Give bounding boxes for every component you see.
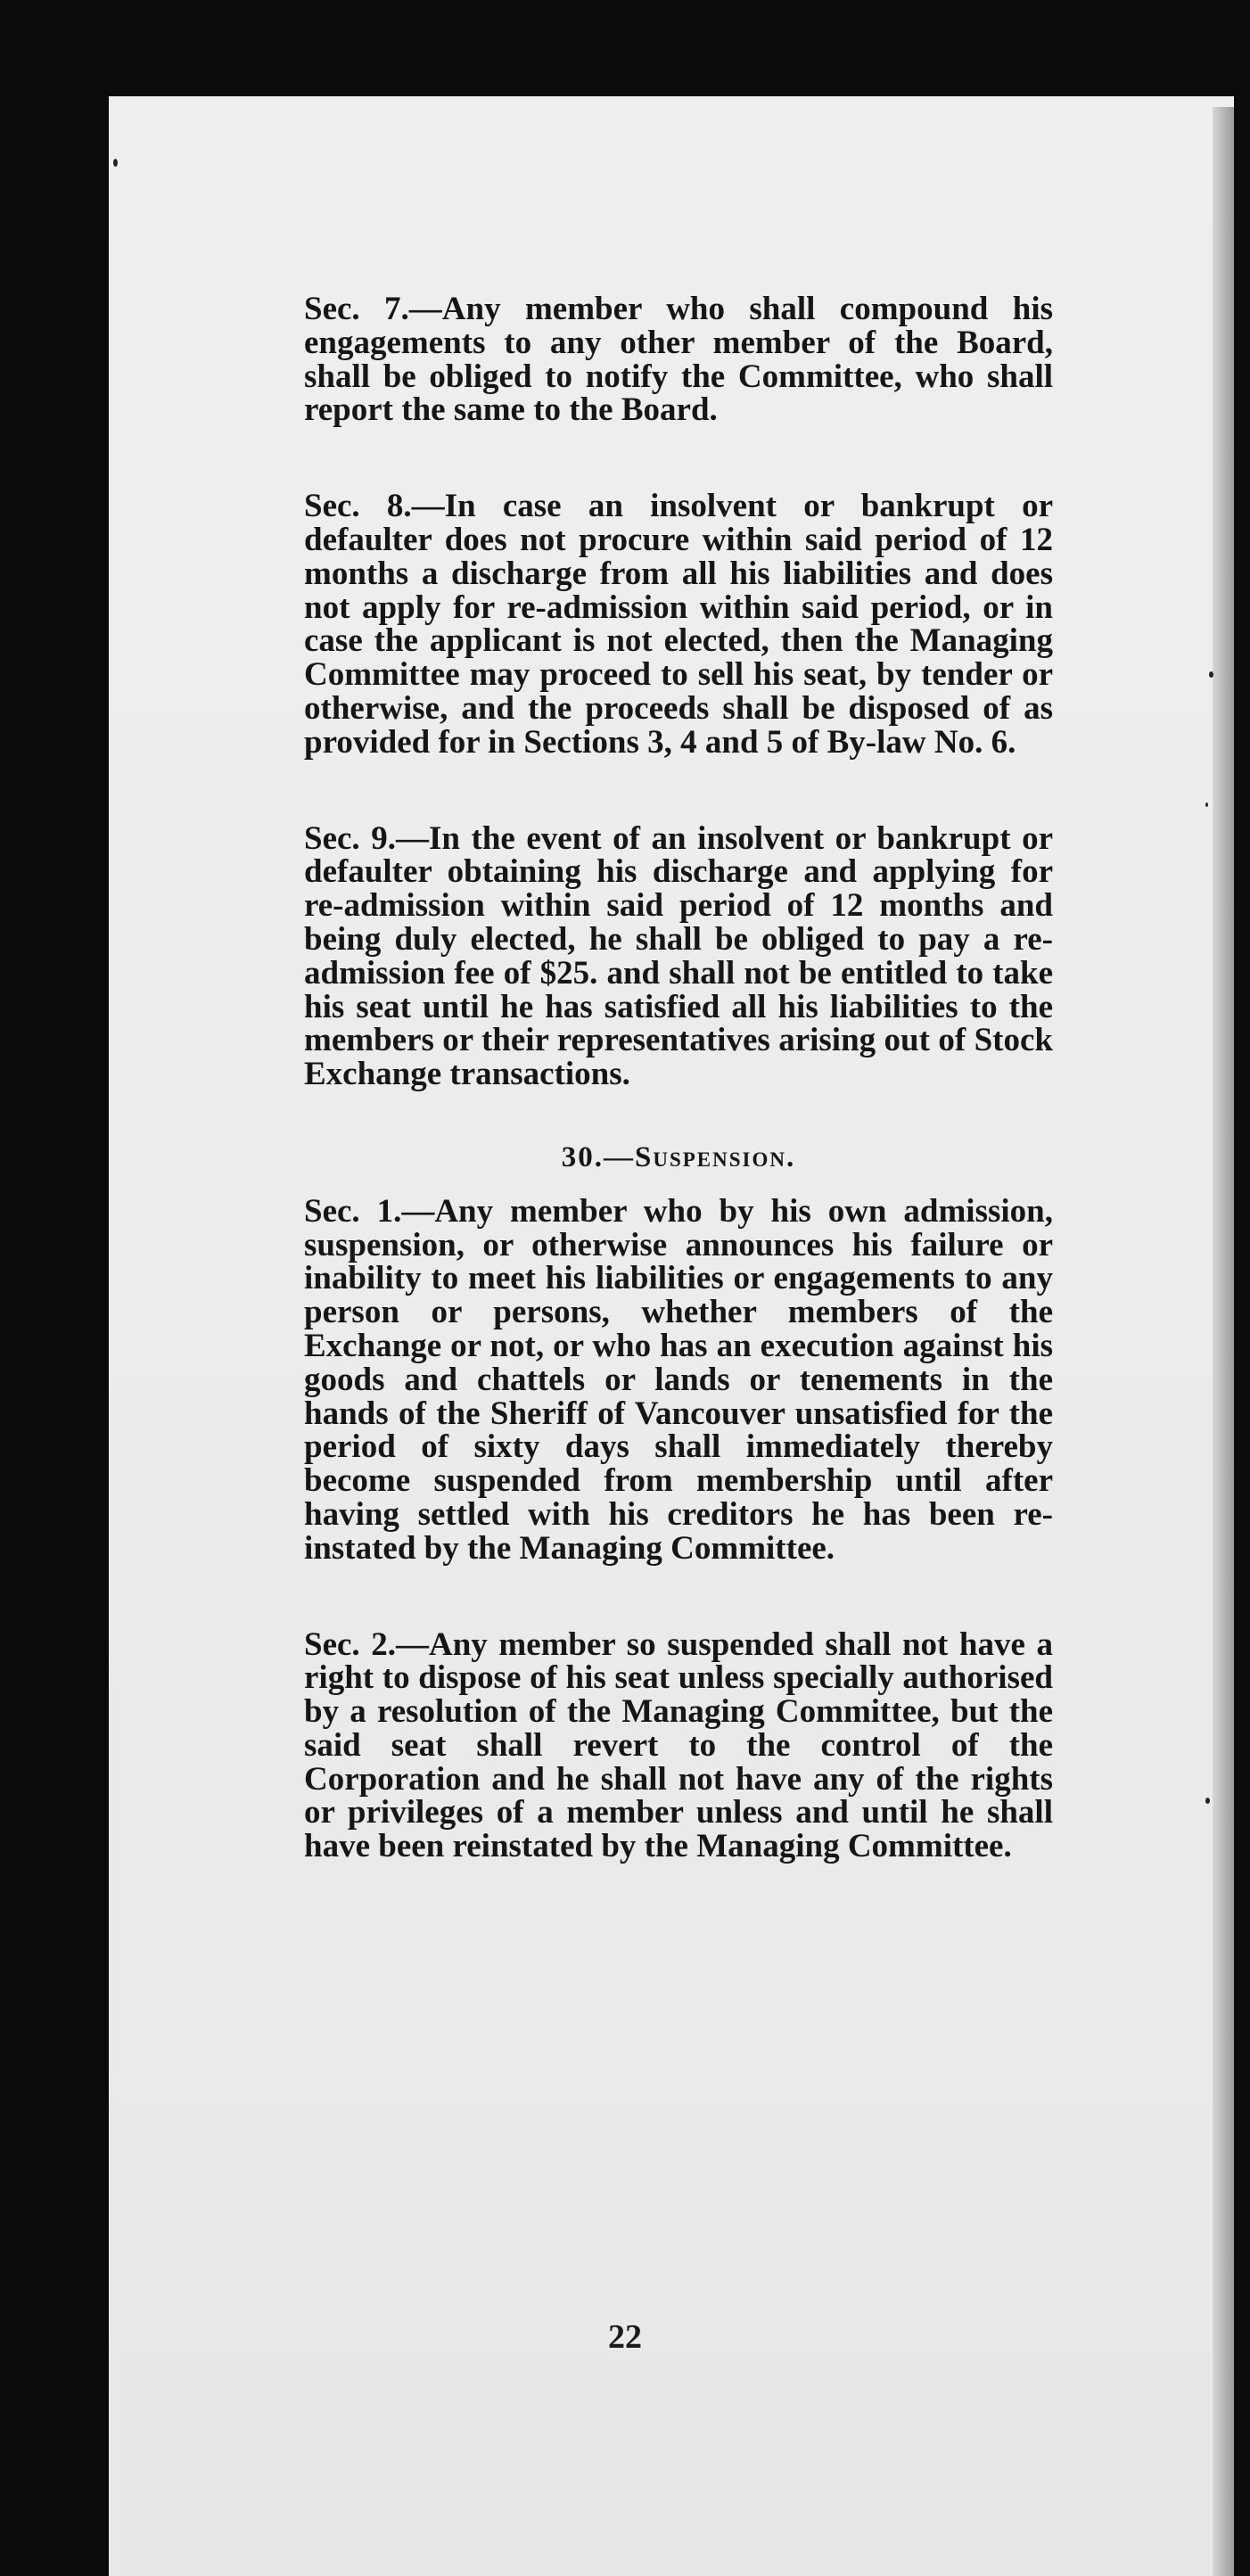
bylaw-heading: [304, 1141, 1053, 1175]
bylaw-title: Suspension.: [635, 1140, 796, 1173]
scan-speck: [1205, 802, 1208, 807]
section-9: Sec. 9.—In the event of an insolvent or bankrupt or defaulter obtaining his discharge and applying for re-admission within said period of 12 months and being duly elected, he shall be obliged to pay a re-admission fee of $25. and shall not be entitled to take his seat until he has satisfied all his liabilities to the members or their representatives arising out of Stock Exchange transactions.: [304, 819, 1053, 1093]
scan-speck: [1209, 671, 1213, 678]
scan-speck: [1205, 1798, 1210, 1804]
section-8: Sec. 8.—In case an insolvent or bankrupt or defaulter does not procure within said period of 12 months a discharge from all his liabilities and does not apply for re-admission within said period, or in case the applicant is not elected, then the Managing Committee may proceed to sell his seat, by tender or otherwise, and the proceeds shall be disposed of as provided for in Sections 3, 4 and 5 of By-law No. 6.: [304, 488, 1053, 761]
page-edge: [1213, 107, 1234, 2576]
document-body: [304, 292, 1053, 1926]
scan-speck: [113, 159, 118, 167]
page-number: 22: [608, 2318, 642, 2356]
suspension-section-1: Sec. 1.—Any member who by his own admission, suspension, or otherwise announces his failure or inability to meet his liabilities or engagements to any person or persons, whether members of the Exchange or not, or who has an execution against his goods and chattels or lands or tenements in the hands of the Sheriff of Vancouver unsatisfied for the period of sixty days shall immediately thereby become suspended from membership until after having settled with his creditors he has been re-instated by the Managing Committee.: [304, 1192, 1053, 1567]
section-7: Sec. 7.—Any member who shall compound his engagements to any other member of the Board, shall be obliged to notify the Committee, who shall report the same to the Board.: [304, 291, 1053, 429]
bylaw-number: 30.—: [561, 1140, 635, 1173]
suspension-section-2: Sec. 2.—Any member so suspended shall not have a right to dispose of his seat unless specially authorised by a resolution of the Managing Committee, but the said seat shall revert to the control of the Corporation and he shall not have any of the rights or privileges of a member unless and until he shall have been reinstated by the Managing Committee.: [304, 1625, 1053, 1865]
